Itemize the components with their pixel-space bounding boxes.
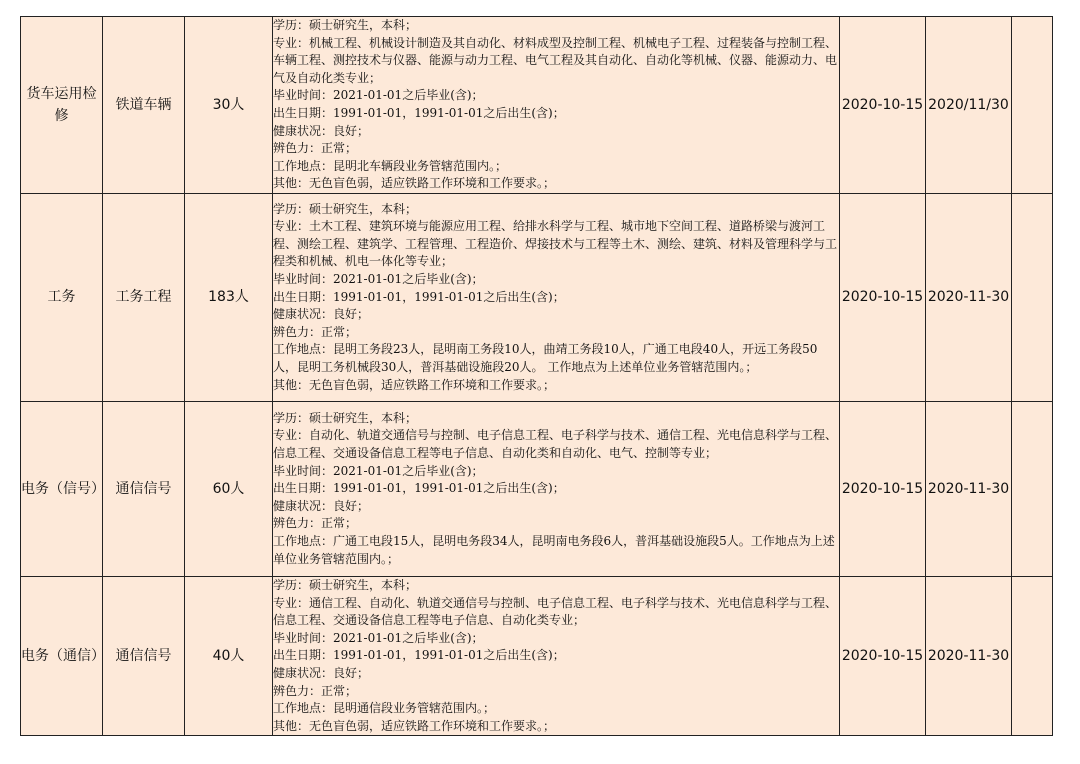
note-cell [1012, 576, 1053, 735]
note-cell [1012, 401, 1053, 576]
requirement-line: 出生日期：1991-01-01，1991-01-01之后出生(含)； [273, 105, 565, 120]
post-cell: 工务 [21, 193, 103, 401]
requirement-line: 学历：硕士研究生，本科； [273, 18, 418, 32]
requirement-line: 其他：无色盲色弱，适应铁路工作环境和工作要求。； [273, 176, 556, 191]
requirement-line: 辨色力：正常； [273, 516, 358, 531]
requirement-line: 健康状况：良好； [273, 498, 370, 513]
table-row [21, 401, 1053, 576]
post-cell: 电务（通信） [21, 576, 103, 735]
requirement-line: 健康状况：良好； [273, 665, 370, 680]
requirement-line: 工作地点：昆明通信段业务管辖范围内。； [273, 701, 496, 716]
department-cell: 通信信号 [103, 576, 185, 735]
end-date-cell: 2020/11/30 [926, 17, 1012, 194]
requirement-line: 出生日期：1991-01-01，1991-01-01之后出生(含)； [273, 648, 565, 663]
headcount-cell: 40人 [185, 576, 273, 735]
requirement-line: 学历：硕士研究生，本科； [273, 410, 418, 425]
headcount-cell: 183人 [185, 193, 273, 401]
start-date-cell: 2020-10-15 [840, 576, 926, 735]
note-cell [1012, 193, 1053, 401]
end-date-cell: 2020-11-30 [926, 576, 1012, 735]
department-cell: 工务工程 [103, 193, 185, 401]
department-cell: 通信信号 [103, 401, 185, 576]
start-date-cell: 2020-10-15 [840, 401, 926, 576]
requirement-line: 辨色力：正常； [273, 324, 358, 339]
note-cell [1012, 17, 1053, 194]
end-date-cell: 2020-11-30 [926, 193, 1012, 401]
requirement-line: 出生日期：1991-01-01，1991-01-01之后出生(含)； [273, 289, 565, 304]
requirement-line: 学历：硕士研究生，本科； [273, 577, 418, 592]
requirement-line: 毕业时间：2021-01-01之后毕业(含)； [273, 88, 484, 103]
requirement-line: 辨色力：正常； [273, 683, 358, 698]
requirement-line: 健康状况：良好； [273, 123, 370, 138]
requirement-line: 工作地点：昆明工务段23人，昆明南工务段10人，曲靖工务段10人，广通工电段40人，开远工务段50人，昆明工务机械段30人，普洱基础设施段20人。 工作地点为上述单位业务管辖范围内。； [273, 342, 818, 375]
end-date-cell: 2020-11-30 [926, 401, 1012, 576]
requirement-line: 出生日期：1991-01-01，1991-01-01之后出生(含)； [273, 481, 565, 496]
requirements-cell [273, 401, 840, 576]
headcount-cell: 30人 [185, 17, 273, 194]
recruitment-table [20, 16, 1053, 736]
requirement-line: 辨色力：正常； [273, 141, 358, 156]
start-date-cell: 2020-10-15 [840, 17, 926, 194]
requirement-line: 工作地点：广通工电段15人，昆明电务段34人，昆明南电务段6人，普洱基础设施段5人。工作地点为上述单位业务管辖范围内。； [273, 533, 835, 566]
requirement-line: 其他：无色盲色弱，适应铁路工作环境和工作要求。； [273, 718, 556, 733]
requirement-line: 专业：自动化、轨道交通信号与控制、电子信息工程、电子科学与技术、通信工程、光电信息科学与工程、信息工程、交通设备信息工程等电子信息、自动化类和自动化、电气、控制等专业； [273, 428, 838, 460]
requirements-cell [273, 193, 840, 401]
requirement-line: 专业：通信工程、自动化、轨道交通信号与控制、电子信息工程、电子科学与技术、光电信息科学与工程、信息工程、交通设备信息工程等电子信息、自动化类专业； [273, 595, 838, 628]
requirement-line: 学历：硕士研究生，本科； [273, 201, 418, 216]
requirement-line: 毕业时间：2021-01-01之后毕业(含)； [273, 272, 484, 287]
post-cell: 货车运用检修 [21, 17, 103, 194]
requirements-cell [273, 17, 840, 194]
headcount-cell: 60人 [185, 401, 273, 576]
requirement-line: 工作地点：昆明北车辆段业务管辖范围内。； [273, 158, 508, 173]
requirement-line: 健康状况：良好； [273, 307, 370, 322]
requirement-line: 毕业时间：2021-01-01之后毕业(含)； [273, 630, 484, 645]
requirement-line: 专业：机械工程、机械设计制造及其自动化、材料成型及控制工程、机械电子工程、过程装备与控制工程、车辆工程、测控技术与仪器、能源与动力工程、电气工程及其自动化、自动化等机械、仪器、能源动力、电气及自动化类专业； [273, 35, 838, 85]
requirement-line: 其他：无色盲色弱，适应铁路工作环境和工作要求。； [273, 377, 556, 392]
table-row [21, 17, 1053, 194]
table-row [21, 576, 1053, 735]
table-row [21, 193, 1053, 401]
requirement-line: 专业：土木工程、建筑环境与能源应用工程、给排水科学与工程、城市地下空间工程、道路桥梁与渡河工程、测绘工程、建筑学、工程管理、工程造价、焊接技术与工程等土木、测绘、建筑、材料及管理科学与工程类和机械、机电一体化等专业； [273, 219, 838, 269]
start-date-cell: 2020-10-15 [840, 193, 926, 401]
requirements-cell [273, 576, 840, 735]
requirement-line: 毕业时间：2021-01-01之后毕业(含)； [273, 463, 484, 478]
post-cell: 电务（信号） [21, 401, 103, 576]
department-cell: 铁道车辆 [103, 17, 185, 194]
